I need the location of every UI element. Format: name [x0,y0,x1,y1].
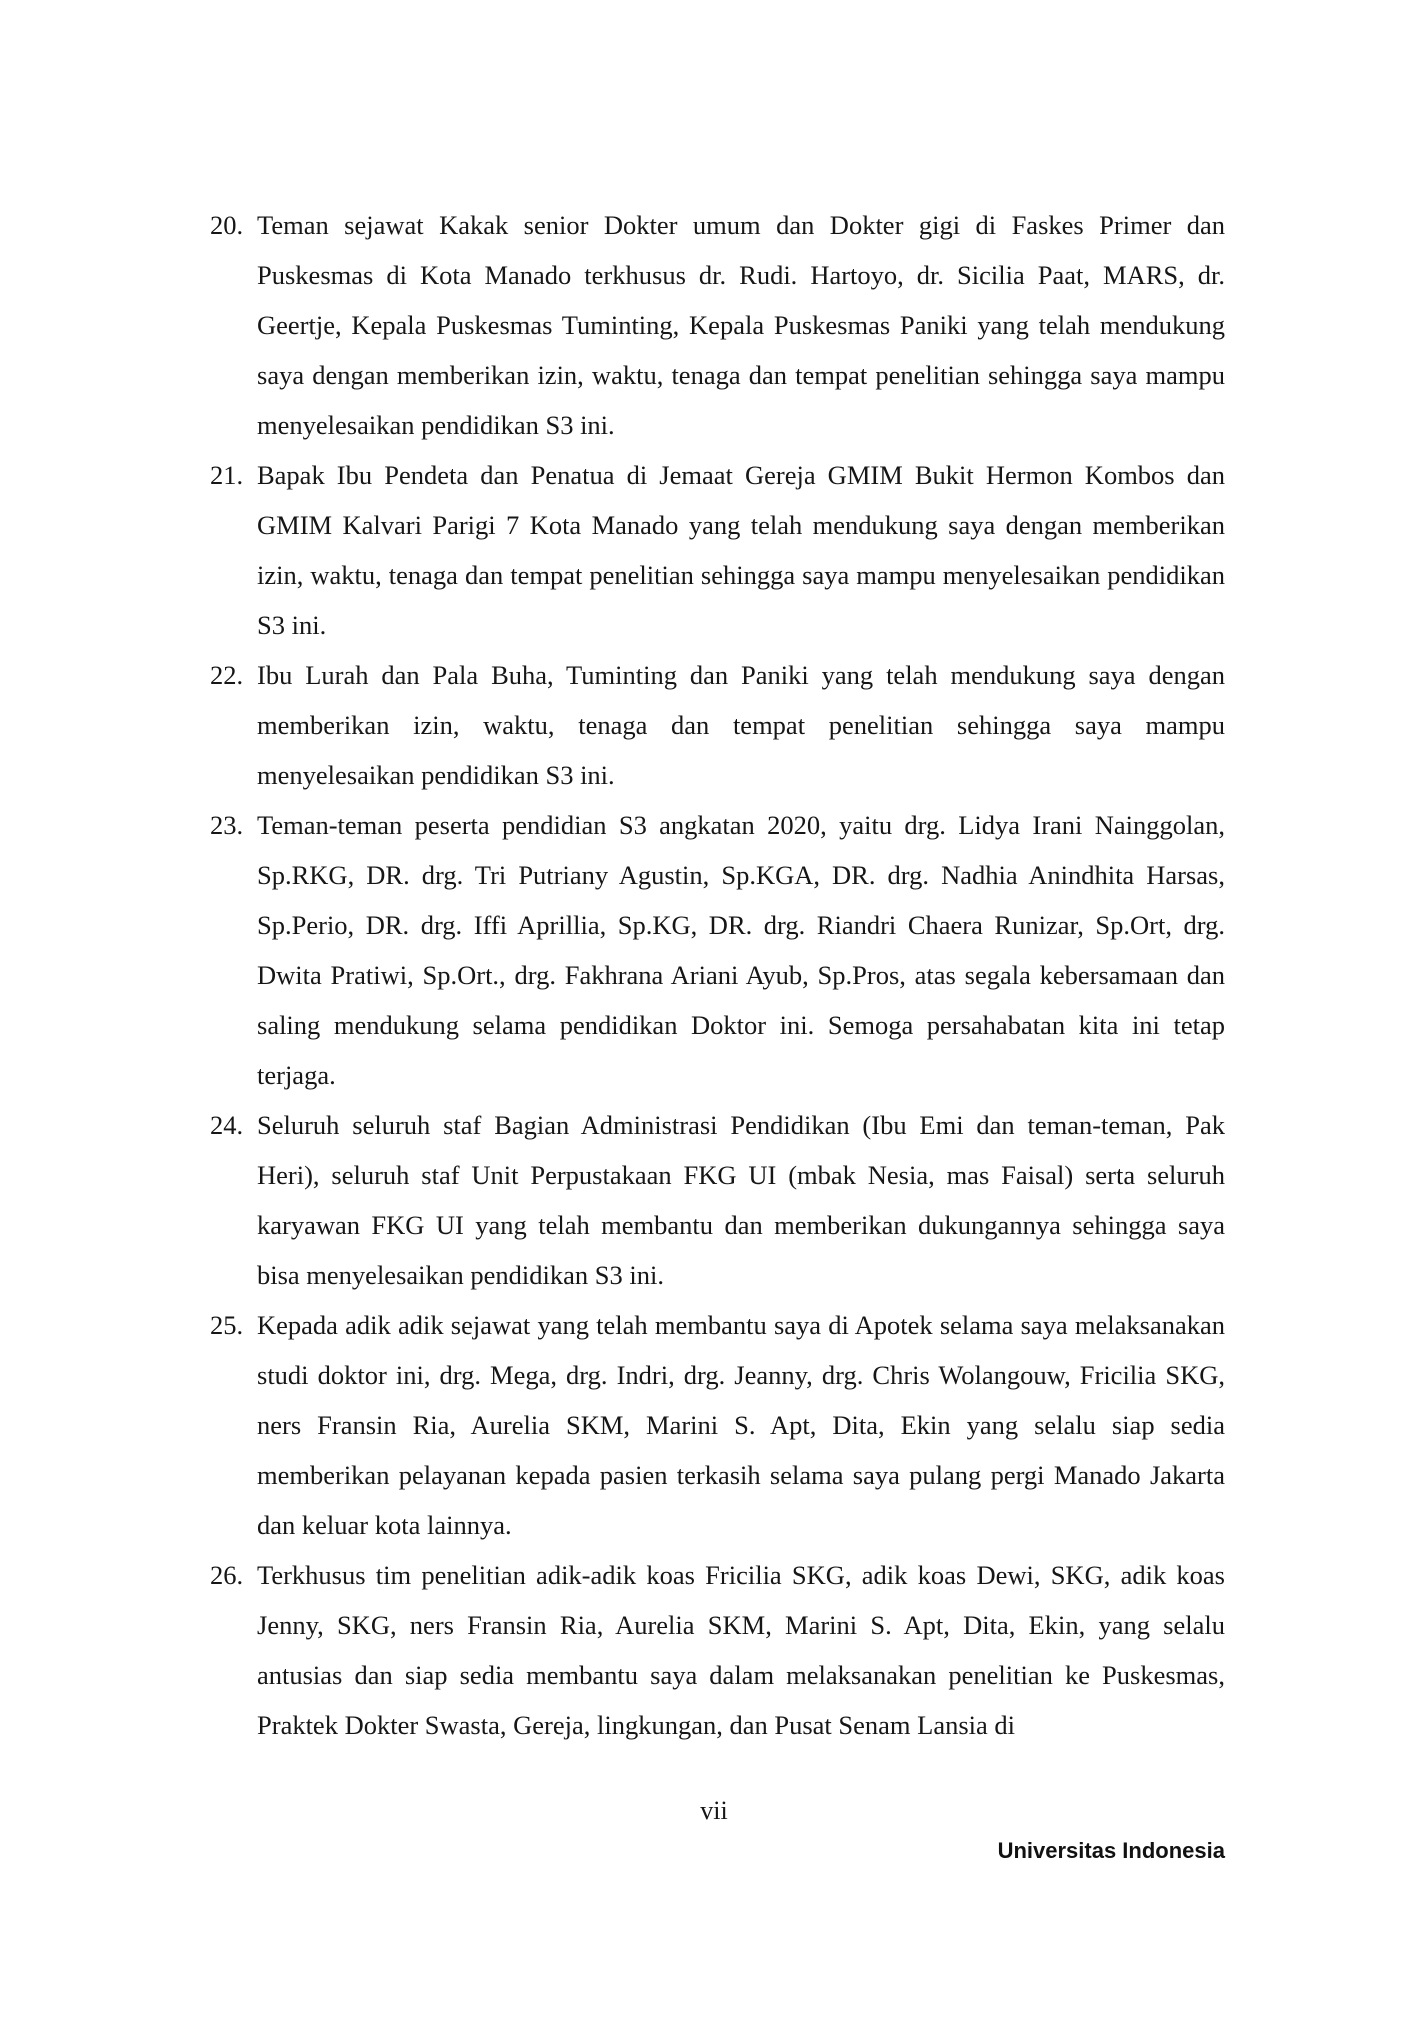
list-item-number: 24. [210,1110,244,1140]
footer-institution: Universitas Indonesia [997,1838,1225,1863]
list-item-text: Seluruh seluruh staf Bagian Administrasi Pendidikan (Ibu Emi dan teman-teman, Pak Heri), seluruh staf Unit Perpustakaan FKG UI (mbak Nesia, mas Faisal) serta seluruh karyawan FKG UI yang telah membantu dan memberikan dukungannya sehingga saya bisa menyelesaikan pendidikan S3 ini. [257,1110,1225,1290]
list-item-number: 20. [210,210,244,240]
list-item-number: 26. [210,1560,244,1590]
list-item-text: Bapak Ibu Pendeta dan Penatua di Jemaat Gereja GMIM Bukit Hermon Kombos dan GMIM Kalvari Parigi 7 Kota Manado yang telah mendukung saya dengan memberikan izin, waktu, tenaga dan tempat penelitian sehingga saya mampu menyelesaikan pendidikan S3 ini. [257,460,1225,640]
list-item [210,650,1225,800]
page-number: vii [700,1796,728,1825]
list-item [210,1100,1225,1300]
list-item [210,200,1225,450]
list-item-number: 25. [210,1310,244,1340]
list-item-number: 23. [210,810,244,840]
list-item-text: Terkhusus tim penelitian adik-adik koas Fricilia SKG, adik koas Dewi, SKG, adik koas Jenny, SKG, ners Fransin Ria, Aurelia SKM, Marini S. Apt, Dita, Ekin, yang selalu antusias dan siap sedia membantu saya dalam melaksanakan penelitian ke Puskesmas, Praktek Dokter Swasta, Gereja, lingkungan, dan Pusat Senam Lansia di [257,1560,1225,1740]
list-item-number: 22. [210,660,244,690]
list-item-text: Ibu Lurah dan Pala Buha, Tuminting dan Paniki yang telah mendukung saya dengan memberikan izin, waktu, tenaga dan tempat penelitian sehingga saya mampu menyelesaikan pendidikan S3 ini. [257,660,1225,790]
list-item [210,1300,1225,1550]
list-item [210,1550,1225,1750]
list-item [210,450,1225,650]
list-item-text: Teman-teman peserta pendidian S3 angkatan 2020, yaitu drg. Lidya Irani Nainggolan, Sp.RKG, DR. drg. Tri Putriany Agustin, Sp.KGA, DR. drg. Nadhia Anindhita Harsas, Sp.Perio, DR. drg. Iffi Aprillia, Sp.KG, DR. drg. Riandri Chaera Runizar, Sp.Ort, drg. Dwita Pratiwi, Sp.Ort., drg. Fakhrana Ariani Ayub, Sp.Pros, atas segala kebersamaan dan saling mendukung selama pendidikan Doktor ini. Semoga persahabatan kita ini tetap terjaga. [257,810,1225,1090]
acknowledgement-list [210,200,1225,1750]
list-item [210,800,1225,1100]
list-item-number: 21. [210,460,244,490]
list-item-text: Teman sejawat Kakak senior Dokter umum dan Dokter gigi di Faskes Primer dan Puskesmas di Kota Manado terkhusus dr. Rudi. Hartoyo, dr. Sicilia Paat, MARS, dr. Geertje, Kepala Puskesmas Tuminting, Kepala Puskesmas Paniki yang telah mendukung saya dengan memberikan izin, waktu, tenaga dan tempat penelitian sehingga saya mampu menyelesaikan pendidikan S3 ini. [257,210,1225,440]
list-item-text: Kepada adik adik sejawat yang telah membantu saya di Apotek selama saya melaksanakan studi doktor ini, drg. Mega, drg. Indri, drg. Jeanny, drg. Chris Wolangouw, Fricilia SKG, ners Fransin Ria, Aurelia SKM, Marini S. Apt, Dita, Ekin yang selalu siap sedia memberikan pelayanan kepada pasien terkasih selama saya pulang pergi Manado Jakarta dan keluar kota lainnya. [257,1310,1225,1540]
